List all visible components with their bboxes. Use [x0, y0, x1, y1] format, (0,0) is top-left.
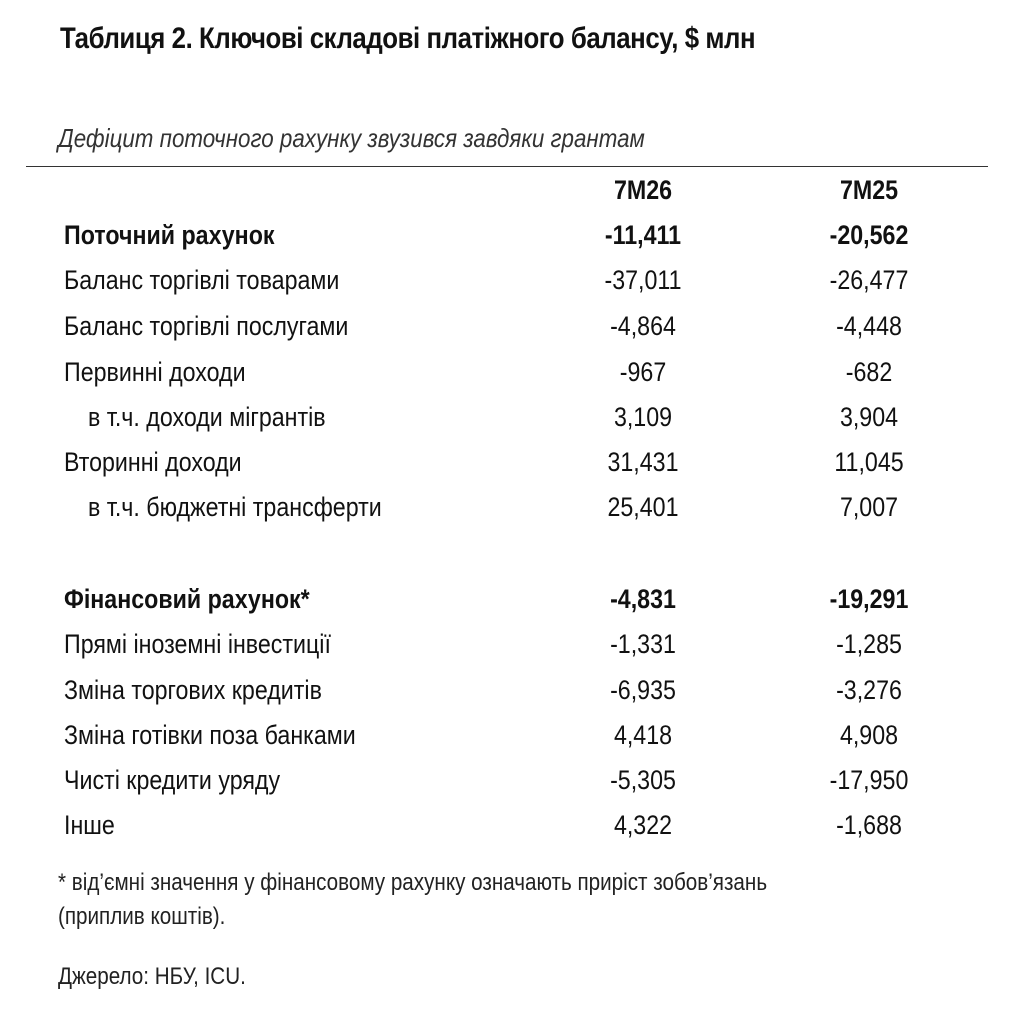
row-label: Прямі іноземні інвестиції	[64, 629, 331, 659]
row-label: Інше	[64, 810, 115, 840]
table-row	[0, 803, 1012, 847]
row-label: Чисті кредити уряду	[64, 765, 281, 795]
row-label: в т.ч. доходи мігрантів	[88, 402, 326, 432]
row-value-7m25: -20,562	[829, 220, 909, 250]
row-label: в т.ч. бюджетні трансферти	[88, 492, 382, 522]
row-label: Первинні доходи	[64, 357, 246, 387]
table-subtitle: Дефіцит поточного рахунку звузився завдяки грантам	[58, 123, 645, 153]
row-label: Поточний рахунок	[64, 220, 275, 250]
row-value-7m26: -967	[619, 357, 667, 387]
row-value-7m26: -1,331	[610, 629, 676, 659]
table-row	[0, 713, 1012, 757]
table-row	[0, 350, 1012, 394]
row-value-7m26: -4,831	[610, 584, 676, 614]
footnote-line: * від’ємні значення у фінансовому рахунку означають приріст зобов’язань	[58, 869, 768, 896]
row-value-7m25: -1,688	[836, 810, 902, 840]
row-value-7m26: -11,411	[604, 220, 682, 250]
column-header-7m25: 7М25	[839, 175, 899, 205]
row-value-7m26: -4,864	[610, 311, 676, 341]
row-label: Баланс торгівлі товарами	[64, 265, 340, 295]
row-value-7m25: -3,276	[836, 675, 902, 705]
row-value-7m26: 31,431	[607, 447, 679, 477]
row-value-7m25: 4,908	[839, 720, 899, 750]
table-row-financial-account	[0, 577, 1012, 621]
table-row	[0, 304, 1012, 348]
row-label: Зміна торгових кредитів	[64, 675, 322, 705]
row-value-7m25: 11,045	[834, 447, 904, 477]
row-value-7m26: -37,011	[604, 265, 682, 295]
row-value-7m26: -6,935	[610, 675, 676, 705]
divider	[26, 166, 988, 167]
table-row	[0, 395, 1012, 439]
row-value-7m25: -682	[845, 357, 893, 387]
footnote	[58, 866, 767, 934]
footnote-line: (приплив коштів).	[58, 903, 226, 930]
row-label: Баланс торгівлі послугами	[64, 311, 349, 341]
row-label: Фінансовий рахунок*	[64, 584, 310, 614]
table-row	[0, 258, 1012, 302]
row-value-7m25: -1,285	[836, 629, 902, 659]
row-value-7m25: 3,904	[839, 402, 899, 432]
row-value-7m25: 7,007	[839, 492, 899, 522]
table-row	[0, 440, 1012, 484]
table-row	[0, 668, 1012, 712]
row-value-7m25: -17,950	[829, 765, 909, 795]
row-value-7m26: 4,418	[613, 720, 673, 750]
table-header-row	[0, 168, 1012, 212]
row-value-7m25: -4,448	[836, 311, 902, 341]
row-value-7m26: 4,322	[613, 810, 673, 840]
row-label: Зміна готівки поза банками	[64, 720, 356, 750]
table-row-current-account	[0, 213, 1012, 257]
table-row	[0, 485, 1012, 529]
row-value-7m25: -26,477	[829, 265, 909, 295]
row-value-7m25: -19,291	[829, 584, 909, 614]
column-header-7m26: 7М26	[613, 175, 673, 205]
source-note: Джерело: НБУ, ICU.	[58, 963, 246, 990]
table-title: Таблиця 2. Ключові складові платіжного балансу, $ млн	[60, 22, 756, 55]
table-row	[0, 622, 1012, 666]
row-value-7m26: -5,305	[610, 765, 676, 795]
row-value-7m26: 3,109	[613, 402, 673, 432]
row-value-7m26: 25,401	[607, 492, 679, 522]
row-label: Вторинні доходи	[64, 447, 242, 477]
table-row	[0, 758, 1012, 802]
